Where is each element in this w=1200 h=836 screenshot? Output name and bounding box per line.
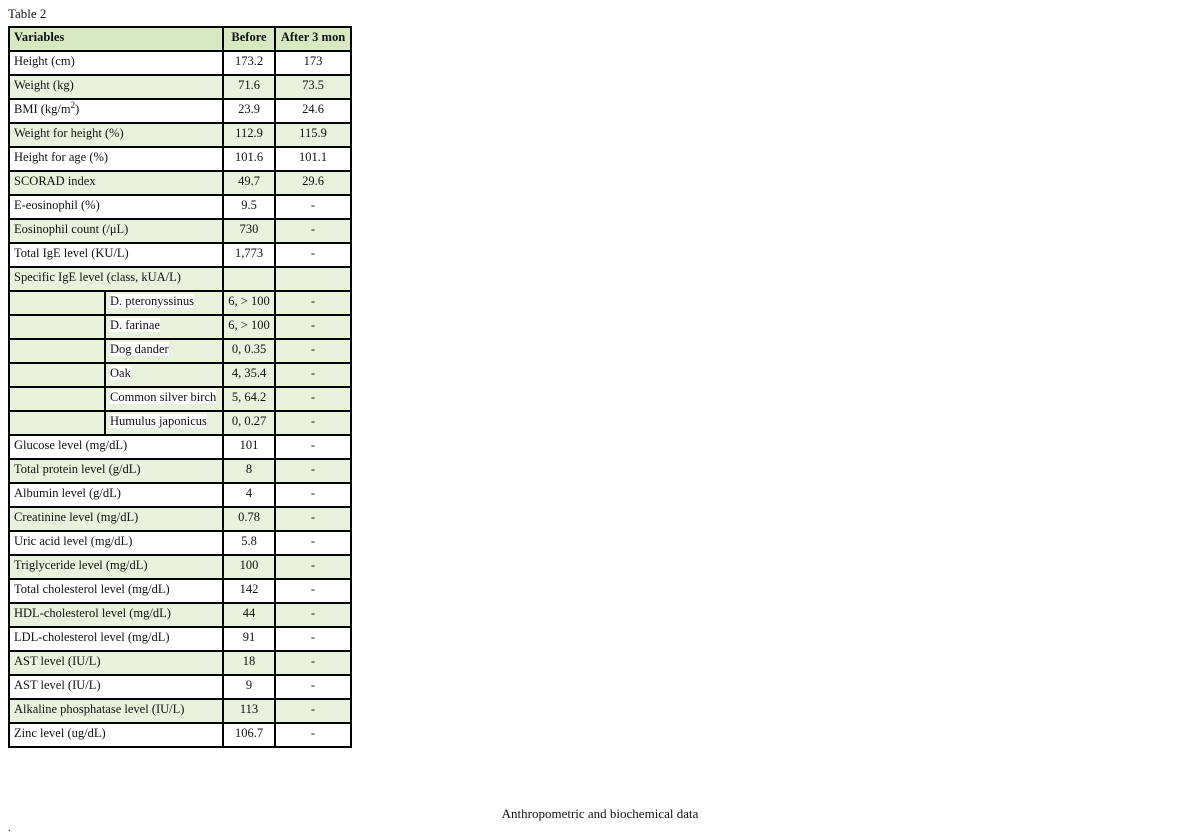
before-value: 23.9 [223,99,275,123]
before-value: 0.78 [223,507,275,531]
after-value: - [275,483,351,507]
row-label: Alkaline phosphatase level (IU/L) [9,699,223,723]
table-caption: Anthropometric and biochemical data [501,806,699,821]
table-subrow [9,339,351,363]
table-subrow [9,363,351,387]
table-body [9,51,351,747]
row-label-superscript: 2 [70,99,76,110]
after-value: - [275,435,351,459]
subrow-label-text: Dog dander [110,342,169,356]
before-value: 9.5 [223,195,275,219]
after-value: - [275,651,351,675]
subrow-label [105,315,223,339]
row-label: HDL-cholesterol level (mg/dL) [9,603,223,627]
subrow-label [105,411,223,435]
row-label-end: ) [75,102,80,116]
table-row [9,99,351,123]
table-subrow [9,387,351,411]
after-value: 173 [275,51,351,75]
after-value: 101.1 [275,147,351,171]
after-value: - [275,723,351,747]
row-label: Eosinophil count (/μL) [9,219,223,243]
before-value: 106.7 [223,723,275,747]
after-value: - [275,675,351,699]
row-label: Creatinine level (mg/dL) [9,507,223,531]
after-value: - [275,291,351,315]
table-row [9,483,351,507]
after-value: - [275,219,351,243]
row-label: Total protein level (g/dL) [9,459,223,483]
row-label: Height (cm) [9,51,223,75]
table-subrow [9,411,351,435]
table-subrow [9,291,351,315]
table-row [9,51,351,75]
subrow-label-text: Common silver birch [110,390,217,404]
table-row [9,627,351,651]
row-label: AST level (IU/L) [9,651,223,675]
after-value: - [275,387,351,411]
after-value: 115.9 [275,123,351,147]
before-value: 1,773 [223,243,275,267]
table-row [9,555,351,579]
after-value: 24.6 [275,99,351,123]
after-value: - [275,243,351,267]
row-label: Glucose level (mg/dL) [9,435,223,459]
header-after: After 3 mon [275,27,351,51]
table-row [9,723,351,747]
after-value: - [275,603,351,627]
before-value: 5, 64.2 [223,387,275,411]
row-label: AST level (IU/L) [9,675,223,699]
before-value: 100 [223,555,275,579]
after-value: - [275,459,351,483]
data-table [8,26,352,748]
subrow-label-text: D. pteronyssinus [110,294,195,308]
before-value: 8 [223,459,275,483]
before-value: 101 [223,435,275,459]
row-label: Weight for height (%) [9,123,223,147]
after-value: - [275,627,351,651]
table-row [9,675,351,699]
subrow-label [105,363,223,387]
subrow-indent [9,387,105,411]
after-value: 73.5 [275,75,351,99]
table-row [9,75,351,99]
header-row [9,27,351,51]
row-label: Specific IgE level (class, kUA/L) [9,267,223,291]
before-value: 4, 35.4 [223,363,275,387]
before-value [223,267,275,291]
after-value [275,267,351,291]
before-value: 44 [223,603,275,627]
after-value: - [275,699,351,723]
table-row [9,195,351,219]
table-row [9,579,351,603]
after-value: - [275,555,351,579]
subrow-indent [9,291,105,315]
before-value: 91 [223,627,275,651]
table-subrow [9,315,351,339]
before-value: 49.7 [223,171,275,195]
footnote-mark: . [8,820,11,834]
row-label: Total IgE level (KU/L) [9,243,223,267]
row-label [9,99,223,123]
before-value: 113 [223,699,275,723]
after-value: - [275,507,351,531]
table-row [9,123,351,147]
table-row [9,243,351,267]
row-label: Height for age (%) [9,147,223,171]
subrow-label [105,387,223,411]
after-value: - [275,339,351,363]
subrow-label-text: Oak [110,366,131,380]
table-row [9,147,351,171]
subrow-indent [9,339,105,363]
header-variables: Variables [9,27,223,51]
before-value: 71.6 [223,75,275,99]
table-row [9,699,351,723]
before-value: 0, 0.35 [223,339,275,363]
row-label: Weight (kg) [9,75,223,99]
row-label-text: BMI (kg/m [14,102,71,116]
before-value: 5.8 [223,531,275,555]
before-value: 6, > 100 [223,315,275,339]
table-row [9,531,351,555]
after-value: - [275,195,351,219]
row-label: E-eosinophil (%) [9,195,223,219]
before-value: 112.9 [223,123,275,147]
row-label: LDL-cholesterol level (mg/dL) [9,627,223,651]
after-value: - [275,531,351,555]
row-label: Total cholesterol level (mg/dL) [9,579,223,603]
before-value: 18 [223,651,275,675]
before-value: 9 [223,675,275,699]
subrow-indent [9,363,105,387]
after-value: - [275,579,351,603]
before-value: 4 [223,483,275,507]
row-label: Albumin level (g/dL) [9,483,223,507]
table-row [9,219,351,243]
row-label: Uric acid level (mg/dL) [9,531,223,555]
subrow-label-text: Humulus japonicus [110,414,207,428]
subrow-indent [9,411,105,435]
header-before: Before [223,27,275,51]
subrow-label [105,291,223,315]
subrow-label-text: D. farinae [110,318,160,332]
before-value: 6, > 100 [223,291,275,315]
table-row [9,603,351,627]
table-label: Table 2 [8,6,47,21]
before-value: 142 [223,579,275,603]
before-value: 0, 0.27 [223,411,275,435]
table-row [9,651,351,675]
row-label: Triglyceride level (mg/dL) [9,555,223,579]
subrow-indent [9,315,105,339]
table-row [9,435,351,459]
before-value: 101.6 [223,147,275,171]
before-value: 173.2 [223,51,275,75]
after-value: 29.6 [275,171,351,195]
after-value: - [275,315,351,339]
subrow-label [105,339,223,363]
before-value: 730 [223,219,275,243]
table-row [9,267,351,291]
after-value: - [275,411,351,435]
table-row [9,171,351,195]
row-label: Zinc level (ug/dL) [9,723,223,747]
after-value: - [275,363,351,387]
table-row [9,507,351,531]
row-label: SCORAD index [9,171,223,195]
table-row [9,459,351,483]
